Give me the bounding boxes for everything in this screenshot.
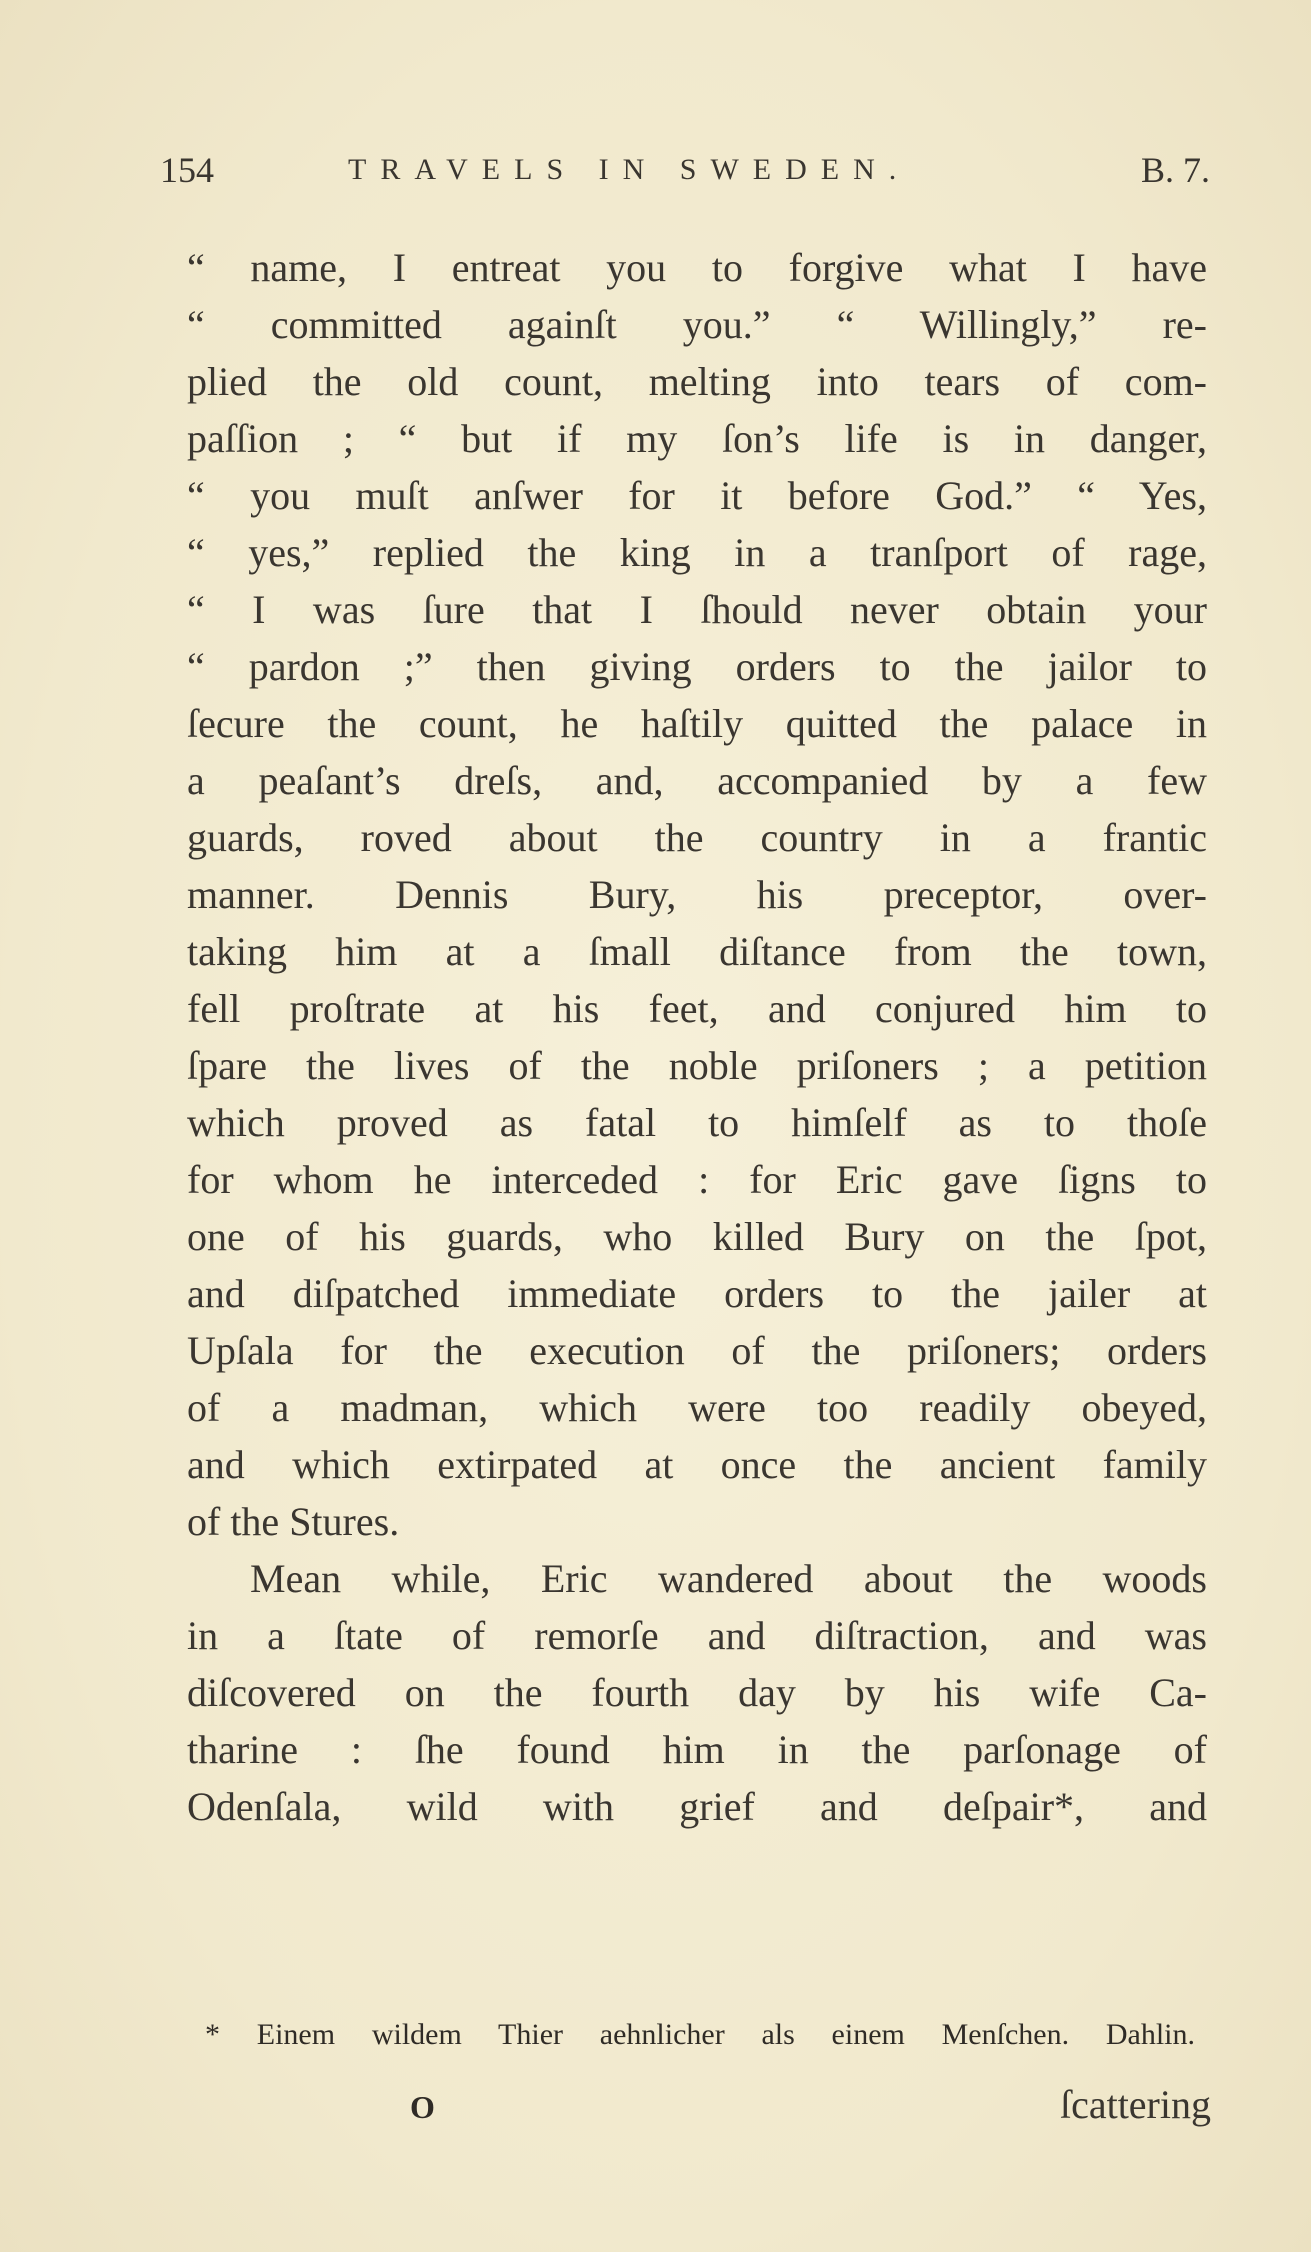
- running-title: TRAVELS IN SWEDEN.: [348, 153, 911, 186]
- signature-mark: O: [410, 2089, 435, 2125]
- text-line: ſpare the lives of the noble priſoners ; a petition: [187, 1043, 1207, 1088]
- footnote: * Einem wildem Thier aehnlicher als einem Menſchen. Dahlin.: [205, 2018, 1195, 2051]
- text-line: paſſion ; “ but if my ſon’s life is in danger,: [187, 416, 1207, 461]
- text-line: taking him at a ſmall diſtance from the town,: [187, 929, 1207, 974]
- text-line: ſecure the count, he haſtily quitted the palace in: [187, 701, 1207, 746]
- text-line: guards, roved about the country in a frantic: [187, 815, 1207, 860]
- text-line: for whom he interceded : for Eric gave ſigns to: [187, 1157, 1207, 1202]
- text-line: of a madman, which were too readily obeyed,: [187, 1385, 1207, 1430]
- text-line: of the Stures.: [187, 1499, 400, 1544]
- catchword: ſcattering: [1059, 2082, 1211, 2127]
- text-line: manner. Dennis Bury, his preceptor, over-: [187, 872, 1207, 917]
- text-line: plied the old count, melting into tears of com-: [187, 359, 1207, 404]
- text-line: which proved as fatal to himſelf as to thoſe: [187, 1100, 1207, 1145]
- running-header: [160, 148, 1210, 198]
- text-line: diſcovered on the fourth day by his wife Ca-: [187, 1670, 1207, 1715]
- text-line: one of his guards, who killed Bury on the ſpot,: [187, 1214, 1207, 1259]
- text-line: “ committed againſt you.” “ Willingly,” re-: [187, 302, 1207, 347]
- text-line: tharine : ſhe found him in the parſonage of: [187, 1727, 1207, 1772]
- text-line: Odenſala, wild with grief and deſpair*, and: [187, 1784, 1207, 1829]
- text-line: “ I was ſure that I ſhould never obtain your: [187, 587, 1207, 632]
- text-line: Upſala for the execution of the priſoners; orders: [187, 1328, 1207, 1373]
- text-line: in a ſtate of remorſe and diſtraction, and was: [187, 1613, 1207, 1658]
- text-line: and diſpatched immediate orders to the jailer at: [187, 1271, 1207, 1316]
- text-line: and which extirpated at once the ancient family: [187, 1442, 1207, 1487]
- book-section: B. 7.: [1140, 150, 1210, 190]
- text-line: “ pardon ;” then giving orders to the jailor to: [187, 644, 1207, 689]
- text-line: a peaſant’s dreſs, and, accompanied by a few: [187, 758, 1207, 803]
- text-line: “ name, I entreat you to forgive what I have: [187, 245, 1207, 290]
- text-line: fell proſtrate at his feet, and conjured him to: [187, 986, 1207, 1031]
- text-line: Mean while, Eric wandered about the woods: [250, 1556, 1207, 1601]
- text-line: “ you muſt anſwer for it before God.” “ Yes,: [187, 473, 1207, 518]
- text-line: “ yes,” replied the king in a tranſport of rage,: [187, 530, 1207, 575]
- page-number: 154: [160, 150, 214, 190]
